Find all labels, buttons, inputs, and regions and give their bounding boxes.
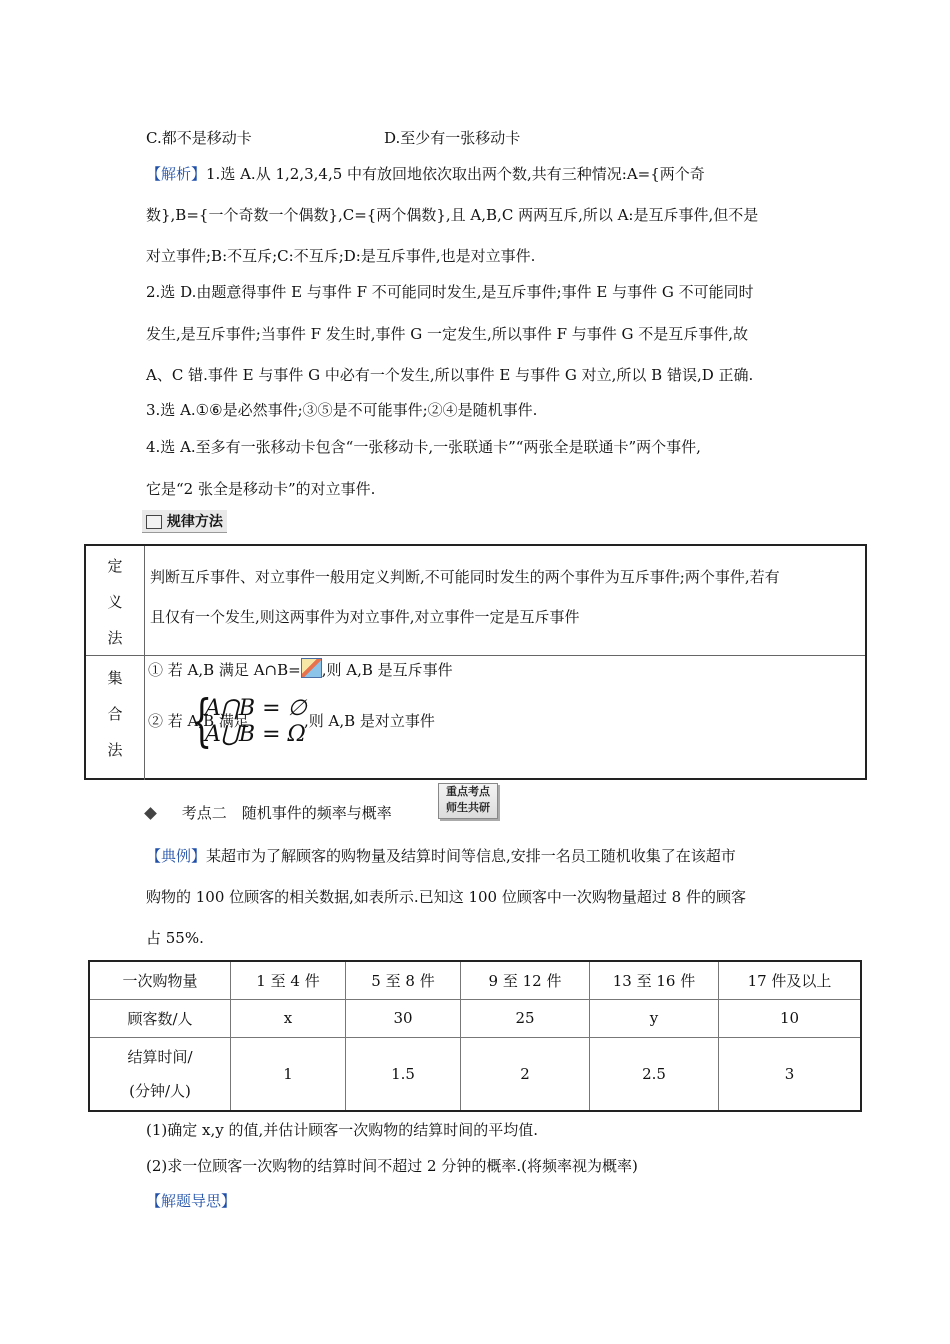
table-cell: 一次购物量 [89, 961, 231, 999]
table-cell: 1 [231, 1037, 346, 1111]
table-cell: 结算时间/ (分钟/人) [89, 1037, 231, 1111]
table-cell: x [231, 999, 346, 1037]
row-label-set: 集 合 法 [86, 656, 145, 780]
analysis-line: 发生,是互斥事件;当事件 F 发生时,事件 G 一定发生,所以事件 F 与事件 G 不是互斥事件,故 [146, 325, 749, 343]
table-cell: 2.5 [590, 1037, 719, 1111]
row-label-definition: 定 义 法 [86, 546, 145, 655]
opposite-formula [191, 689, 307, 754]
table-cell: 25 [461, 999, 590, 1037]
analysis-line [146, 163, 705, 184]
set-rule-1: ① 若 A,B 满足 A∩B= ,则 A,B 是互斥事件 [148, 658, 453, 680]
table-row [89, 1037, 861, 1111]
example-line: 占 55%. [146, 929, 204, 947]
set-method-row [86, 655, 865, 780]
guide-tag: 【解题导思】 [146, 1192, 237, 1210]
example-tag: 【典例】 [146, 847, 207, 865]
formula-top: A⋂B = ∅ [205, 696, 307, 721]
method-heading: 规律方法 [142, 510, 227, 533]
option-d: D.至少有一张移动卡 [384, 129, 521, 147]
set-rule-2-prefix: ② 若 A,B 满足 [148, 712, 249, 730]
table-cell: y [590, 999, 719, 1037]
analysis-line: 2.选 D.由题意得事件 E 与事件 F 不可能同时发生,是互斥事件;事件 E 与事件 G 不可能同时 [146, 283, 754, 301]
table-cell: 3 [719, 1037, 862, 1111]
diamond-icon [144, 807, 157, 820]
formula-bottom: A⋃B = Ω [205, 722, 306, 747]
analysis-tag: 【解析】 [146, 165, 207, 183]
method-table [84, 544, 867, 780]
table-cell: 顾客数/人 [89, 999, 231, 1037]
analysis-line: 3.选 A.①⑥是必然事件;③⑤是不可能事件;②④是随机事件. [146, 401, 538, 419]
question-2: (2)求一位顾客一次购物的结算时间不超过 2 分钟的概率.(将频率视为概率) [146, 1157, 638, 1175]
table-cell: 9 至 12 件 [461, 961, 590, 999]
table-cell: 1.5 [346, 1037, 461, 1111]
analysis-line: 数},B={一个奇数一个偶数},C={两个偶数},且 A,B,C 两两互斥,所以 A:是互斥事件,但不是 [146, 206, 759, 224]
analysis-text: 1.选 A.从 1,2,3,4,5 中有放回地依次取出两个数,共有三种情况:A={两个奇 [206, 165, 705, 183]
definition-text: 判断互斥事件、对立事件一般用定义判断,不可能同时发生的两个事件为互斥事件;两个事件,若有 [150, 568, 780, 586]
section-heading: 考点二 随机事件的频率与概率 [146, 802, 392, 823]
table-cell: 13 至 16 件 [590, 961, 719, 999]
table-cell: 30 [346, 999, 461, 1037]
option-c: C.都不是移动卡 [146, 129, 252, 147]
analysis-line: 4.选 A.至多有一张移动卡包含“一张移动卡,一张联通卡”“两张全是联通卡”两个事件, [146, 438, 701, 456]
table-cell: 17 件及以上 [719, 961, 862, 999]
shopping-data-table [88, 960, 862, 1112]
analysis-line: 对立事件;B:不互斥;C:不互斥;D:是互斥事件,也是对立事件. [146, 247, 536, 265]
set-rule-2-suffix: ,则 A,B 是对立事件 [304, 712, 435, 730]
emptyset-image [301, 658, 322, 678]
notes-icon [146, 515, 162, 529]
section-badge: 重点考点 师生共研 [438, 783, 498, 819]
table-cell: 10 [719, 999, 862, 1037]
table-cell: 1 至 4 件 [231, 961, 346, 999]
table-cell: 5 至 8 件 [346, 961, 461, 999]
table-header-row [89, 961, 861, 999]
question-1: (1)确定 x,y 的值,并估计顾客一次购物的结算时间的平均值. [146, 1121, 539, 1139]
definition-text: 且仅有一个发生,则这两事件为对立事件,对立事件一定是互斥事件 [150, 608, 580, 626]
example-line: 【典例】某超市为了解顾客的购物量及结算时间等信息,安排一名员工随机收集了在该超市 [146, 847, 736, 865]
analysis-line: A、C 错.事件 E 与事件 G 中必有一个发生,所以事件 E 与事件 G 对立,所以 B 错误,D 正确. [146, 366, 754, 384]
brace-icon: { [191, 689, 213, 754]
table-row [89, 999, 861, 1037]
table-cell: 2 [461, 1037, 590, 1111]
example-line: 购物的 100 位顾客的相关数据,如表所示.已知这 100 位顾客中一次购物量超过 8 件的顾客 [146, 888, 746, 906]
analysis-line: 它是“2 张全是移动卡”的对立事件. [146, 480, 376, 498]
